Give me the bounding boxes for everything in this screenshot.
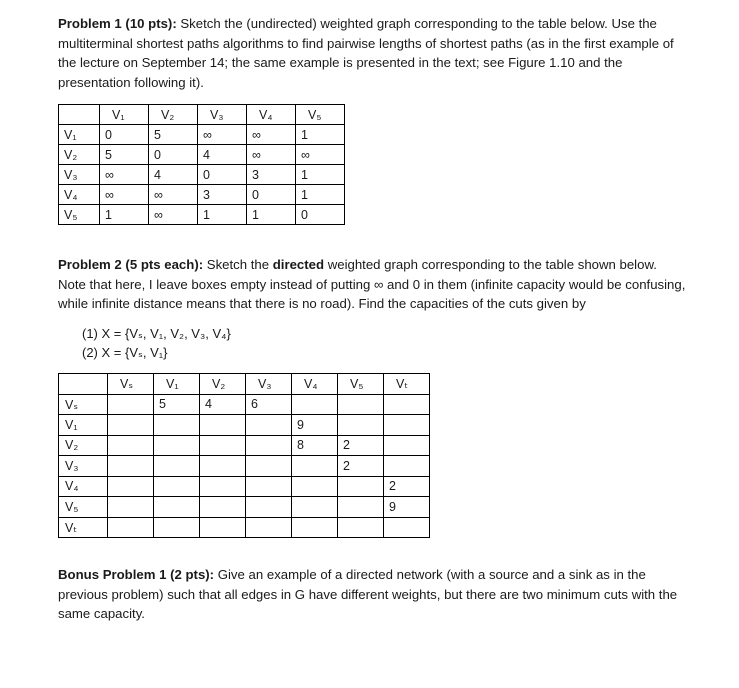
table-cell <box>108 415 154 436</box>
row-label: V₁ <box>59 415 108 436</box>
table-cell: 0 <box>247 185 296 205</box>
table-cell: 2 <box>338 456 384 477</box>
cut-list <box>82 324 231 362</box>
table-cell: 4 <box>200 394 246 415</box>
table-cell <box>246 476 292 497</box>
column-header: V₁ <box>154 374 200 395</box>
table-cell <box>200 456 246 477</box>
problem2-text-a: Sketch the <box>203 257 273 272</box>
bonus-heading: Bonus Problem 1 (2 pts): <box>58 567 215 582</box>
table-header-row <box>59 374 430 395</box>
problem2-paragraph <box>58 255 688 314</box>
column-header: Vₜ <box>384 374 430 395</box>
table-cell: 2 <box>384 476 430 497</box>
row-label: V₃ <box>59 165 100 185</box>
table-cell <box>246 517 292 538</box>
table-cell <box>154 456 200 477</box>
column-header: V₅ <box>338 374 384 395</box>
table-cell: 1 <box>100 205 149 225</box>
column-header: V₁ <box>100 105 149 125</box>
table-cell <box>246 435 292 456</box>
table-cell <box>154 476 200 497</box>
row-label: V₅ <box>59 205 100 225</box>
table-cell <box>108 435 154 456</box>
cut-item-1: (1) X = {Vₛ, V₁, V₂, V₃, V₄} <box>82 326 231 341</box>
problem2-text-b: weighted graph corresponding to the table shown below. Note that here, I leave boxes empty instead of putting ∞ and 0 in them (infinite capacity would be confusing, while infinite distance means that there is no road). Find the capacities of the cuts given by <box>58 257 686 312</box>
table-row <box>59 435 430 456</box>
table-cell <box>108 456 154 477</box>
table-cell <box>246 497 292 518</box>
table-cell <box>154 415 200 436</box>
column-header: V₃ <box>198 105 247 125</box>
table-cell <box>200 435 246 456</box>
table-row <box>59 394 430 415</box>
table-cell <box>200 415 246 436</box>
table-cell: 0 <box>296 205 345 225</box>
table-cell: ∞ <box>247 145 296 165</box>
table-cell: ∞ <box>100 165 149 185</box>
column-header: V₂ <box>149 105 198 125</box>
table-cell <box>384 517 430 538</box>
table-cell <box>108 497 154 518</box>
table-cell: ∞ <box>149 205 198 225</box>
table-cell: 0 <box>198 165 247 185</box>
table-cell <box>246 415 292 436</box>
row-label: Vₛ <box>59 394 108 415</box>
bonus-paragraph <box>58 565 688 624</box>
table-cell <box>338 497 384 518</box>
table-cell: 9 <box>292 415 338 436</box>
table-corner-cell <box>59 374 108 395</box>
table-cell <box>384 415 430 436</box>
table-cell: 3 <box>198 185 247 205</box>
table-row <box>59 125 345 145</box>
problem2-heading: Problem 2 (5 pts each): <box>58 257 204 272</box>
table-cell <box>292 394 338 415</box>
table-cell <box>338 476 384 497</box>
table-cell <box>338 415 384 436</box>
table-cell: 1 <box>296 125 345 145</box>
row-label: V₃ <box>59 456 108 477</box>
table-row <box>59 456 430 477</box>
table-cell: 0 <box>100 125 149 145</box>
column-header: V₄ <box>292 374 338 395</box>
row-label: Vₜ <box>59 517 108 538</box>
table-cell <box>384 456 430 477</box>
table-cell <box>200 497 246 518</box>
table-row <box>59 165 345 185</box>
table-cell: 4 <box>198 145 247 165</box>
table-cell <box>292 456 338 477</box>
table-cell: 1 <box>296 185 345 205</box>
column-header: Vₛ <box>108 374 154 395</box>
problem1-heading: Problem 1 (10 pts): <box>58 16 177 31</box>
row-label: V₄ <box>59 185 100 205</box>
table-row <box>59 415 430 436</box>
table-row <box>59 476 430 497</box>
table-cell: ∞ <box>296 145 345 165</box>
table-cell <box>292 497 338 518</box>
table-cell <box>338 517 384 538</box>
table-cell: ∞ <box>247 125 296 145</box>
table-cell: 6 <box>246 394 292 415</box>
capacity-table <box>58 373 430 538</box>
problem2-text-bold: directed <box>272 257 325 272</box>
table-cell <box>384 435 430 456</box>
row-label: V₄ <box>59 476 108 497</box>
table-row <box>59 497 430 518</box>
column-header: V₄ <box>247 105 296 125</box>
table-cell: 9 <box>384 497 430 518</box>
table-cell: 5 <box>149 125 198 145</box>
table-cell: 1 <box>198 205 247 225</box>
row-label: V₂ <box>59 145 100 165</box>
table-cell <box>292 517 338 538</box>
table-cell <box>384 394 430 415</box>
table-row <box>59 185 345 205</box>
table-cell <box>246 456 292 477</box>
table-cell: 8 <box>292 435 338 456</box>
table-cell <box>338 394 384 415</box>
problem1-paragraph <box>58 14 688 92</box>
table-cell: 5 <box>100 145 149 165</box>
table-cell: 1 <box>247 205 296 225</box>
column-header: V₂ <box>200 374 246 395</box>
distance-table <box>58 104 345 225</box>
table-cell <box>154 497 200 518</box>
table-cell <box>108 517 154 538</box>
table-cell: ∞ <box>100 185 149 205</box>
table-cell <box>154 517 200 538</box>
column-header: V₃ <box>246 374 292 395</box>
table-cell: 3 <box>247 165 296 185</box>
table-header-row <box>59 105 345 125</box>
table-cell: ∞ <box>149 185 198 205</box>
table-cell: 2 <box>338 435 384 456</box>
table-cell <box>154 435 200 456</box>
table-cell <box>200 476 246 497</box>
table-cell: ∞ <box>198 125 247 145</box>
table-corner-cell <box>59 105 100 125</box>
table-cell: 0 <box>149 145 198 165</box>
table-cell <box>108 394 154 415</box>
table-cell <box>292 476 338 497</box>
bonus-text: Give an example of a directed network (with a source and a sink as in the previous problem) such that all edges in G have different weights, but there are two minimum cuts with the same capacity. <box>58 567 678 622</box>
table-row <box>59 145 345 165</box>
row-label: V₁ <box>59 125 100 145</box>
table-cell <box>108 476 154 497</box>
table-cell: 4 <box>149 165 198 185</box>
row-label: V₅ <box>59 497 108 518</box>
table-cell: 5 <box>154 394 200 415</box>
problem1-text: Sketch the (undirected) weighted graph corresponding to the table below. Use the multiterminal shortest paths algorithms to find pairwise lengths of shortest paths (as in the first example of the lecture on September 14; the same example is presented in the text; see Figure 1.10 and the presentation following it). <box>58 16 674 90</box>
column-header: V₅ <box>296 105 345 125</box>
table-row <box>59 517 430 538</box>
table-row <box>59 205 345 225</box>
row-label: V₂ <box>59 435 108 456</box>
table-cell <box>200 517 246 538</box>
table-cell: 1 <box>296 165 345 185</box>
cut-item-2: (2) X = {Vₛ, V₁} <box>82 345 168 360</box>
